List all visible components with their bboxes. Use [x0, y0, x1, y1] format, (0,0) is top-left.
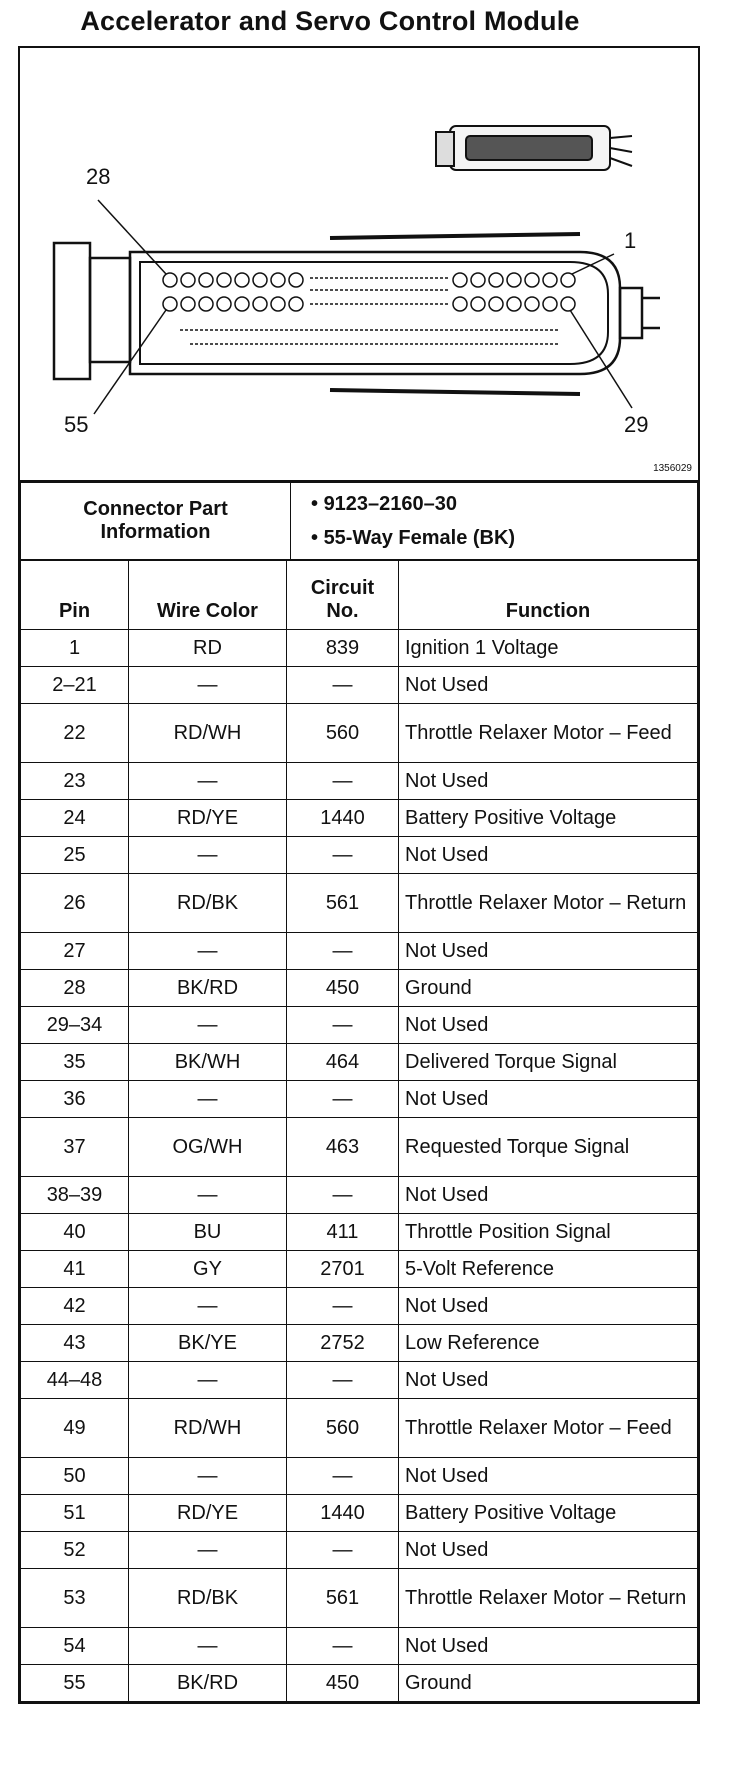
circuit-cell: 560	[287, 1399, 399, 1458]
table-row	[21, 933, 698, 970]
table-row	[21, 1569, 698, 1628]
header-pin: Pin	[21, 561, 129, 630]
circuit-cell: 1440	[287, 800, 399, 837]
circuit-cell: 450	[287, 970, 399, 1007]
table-row	[21, 1399, 698, 1458]
circuit-cell: 463	[287, 1118, 399, 1177]
function-cell: Not Used	[399, 1458, 698, 1495]
pin-cell: 37	[21, 1118, 129, 1177]
pin-cell: 24	[21, 800, 129, 837]
table-row	[21, 1007, 698, 1044]
table-row	[21, 1495, 698, 1532]
function-cell: Delivered Torque Signal	[399, 1044, 698, 1081]
pin-label-1: 1	[624, 228, 637, 253]
function-cell: Ground	[399, 1665, 698, 1702]
table-row	[21, 1214, 698, 1251]
function-cell: Low Reference	[399, 1325, 698, 1362]
header-function: Function	[399, 561, 698, 630]
circuit-cell: 839	[287, 630, 399, 667]
pin-cell: 52	[21, 1532, 129, 1569]
connector-info-label: Connector Part Information	[21, 483, 291, 560]
table-row	[21, 1118, 698, 1177]
function-cell: Not Used	[399, 763, 698, 800]
wire-color-cell: —	[129, 1288, 287, 1325]
function-cell: Not Used	[399, 933, 698, 970]
connector-info-values	[291, 483, 698, 560]
circuit-cell: —	[287, 1007, 399, 1044]
wire-color-cell: BK/YE	[129, 1325, 287, 1362]
wire-color-cell: —	[129, 1177, 287, 1214]
wire-color-cell: RD/BK	[129, 1569, 287, 1628]
wire-color-cell: —	[129, 837, 287, 874]
circuit-cell: —	[287, 1288, 399, 1325]
figure-id: 1356029	[653, 463, 692, 474]
connector-illustration	[20, 48, 698, 480]
function-cell: Ground	[399, 970, 698, 1007]
wire-color-cell: —	[129, 1628, 287, 1665]
pin-cell: 2–21	[21, 667, 129, 704]
function-cell: Throttle Position Signal	[399, 1214, 698, 1251]
function-cell: 5-Volt Reference	[399, 1251, 698, 1288]
circuit-cell: 450	[287, 1665, 399, 1702]
table-row	[21, 1081, 698, 1118]
pinout-header-row	[21, 561, 698, 630]
pin-row-middle	[163, 297, 575, 311]
pin-cell: 55	[21, 1665, 129, 1702]
function-cell: Throttle Relaxer Motor – Return	[399, 874, 698, 933]
wire-color-cell: BK/RD	[129, 970, 287, 1007]
pin-cell: 44–48	[21, 1362, 129, 1399]
circuit-cell: 560	[287, 704, 399, 763]
page-title: Accelerator and Servo Control Module	[80, 6, 580, 36]
circuit-cell: —	[287, 667, 399, 704]
header-wire-color: Wire Color	[129, 561, 287, 630]
function-cell: Not Used	[399, 667, 698, 704]
function-cell: Throttle Relaxer Motor – Feed	[399, 704, 698, 763]
wire-color-cell: —	[129, 763, 287, 800]
wire-color-cell: —	[129, 1007, 287, 1044]
table-row	[21, 970, 698, 1007]
pin-cell: 51	[21, 1495, 129, 1532]
wire-color-cell: —	[129, 1081, 287, 1118]
pin-cell: 43	[21, 1325, 129, 1362]
wire-color-cell: RD/YE	[129, 800, 287, 837]
table-row	[21, 1325, 698, 1362]
pin-cell: 27	[21, 933, 129, 970]
wire-color-cell: —	[129, 667, 287, 704]
pin-cell: 25	[21, 837, 129, 874]
table-row	[21, 667, 698, 704]
function-cell: Not Used	[399, 1362, 698, 1399]
pin-slots	[180, 278, 560, 344]
pin-cell: 41	[21, 1251, 129, 1288]
function-cell: Throttle Relaxer Motor – Return	[399, 1569, 698, 1628]
connector-info-row	[21, 483, 698, 560]
circuit-cell: —	[287, 1628, 399, 1665]
pin-cell: 50	[21, 1458, 129, 1495]
circuit-cell: —	[287, 837, 399, 874]
connector-frame	[18, 46, 700, 1704]
circuit-cell: —	[287, 1081, 399, 1118]
pinout-table	[20, 560, 698, 1702]
function-cell: Ignition 1 Voltage	[399, 630, 698, 667]
function-cell: Not Used	[399, 1177, 698, 1214]
function-cell: Not Used	[399, 1628, 698, 1665]
wire-color-cell: GY	[129, 1251, 287, 1288]
table-row	[21, 630, 698, 667]
function-cell: Battery Positive Voltage	[399, 1495, 698, 1532]
pinout-rows	[21, 630, 698, 1702]
pin-cell: 1	[21, 630, 129, 667]
connector-part-number: • 9123–2160–30	[311, 487, 691, 521]
pin-cell: 26	[21, 874, 129, 933]
pin-cell: 49	[21, 1399, 129, 1458]
circuit-cell: —	[287, 1177, 399, 1214]
table-row	[21, 1044, 698, 1081]
table-row	[21, 800, 698, 837]
wire-color-cell: RD	[129, 630, 287, 667]
wire-color-cell: RD/WH	[129, 1399, 287, 1458]
table-row	[21, 1362, 698, 1399]
function-cell: Not Used	[399, 1081, 698, 1118]
function-cell: Throttle Relaxer Motor – Feed	[399, 1399, 698, 1458]
function-cell: Not Used	[399, 837, 698, 874]
wire-color-cell: RD/BK	[129, 874, 287, 933]
circuit-cell: —	[287, 1532, 399, 1569]
table-row	[21, 1177, 698, 1214]
wire-color-cell: BK/RD	[129, 1665, 287, 1702]
wire-color-cell: OG/WH	[129, 1118, 287, 1177]
table-row	[21, 874, 698, 933]
table-row	[21, 1288, 698, 1325]
header-circuit: Circuit No.	[287, 561, 399, 630]
circuit-cell: 2701	[287, 1251, 399, 1288]
function-cell: Requested Torque Signal	[399, 1118, 698, 1177]
circuit-cell: 411	[287, 1214, 399, 1251]
table-row	[21, 763, 698, 800]
function-cell: Battery Positive Voltage	[399, 800, 698, 837]
pin-cell: 29–34	[21, 1007, 129, 1044]
pin-cell: 23	[21, 763, 129, 800]
connector-description: • 55-Way Female (BK)	[311, 521, 691, 555]
pin-cell: 36	[21, 1081, 129, 1118]
pin-cell: 42	[21, 1288, 129, 1325]
wire-color-cell: RD/WH	[129, 704, 287, 763]
connector-thumbnail	[436, 126, 632, 170]
circuit-cell: 561	[287, 1569, 399, 1628]
function-cell: Not Used	[399, 1532, 698, 1569]
pin-cell: 54	[21, 1628, 129, 1665]
pin-cell: 22	[21, 704, 129, 763]
wire-color-cell: RD/YE	[129, 1495, 287, 1532]
table-row	[21, 704, 698, 763]
function-cell: Not Used	[399, 1007, 698, 1044]
pin-cell: 35	[21, 1044, 129, 1081]
circuit-cell: —	[287, 763, 399, 800]
function-cell: Not Used	[399, 1288, 698, 1325]
pin-cell: 38–39	[21, 1177, 129, 1214]
connector-diagram	[20, 48, 698, 482]
table-row	[21, 1458, 698, 1495]
pin-cell: 28	[21, 970, 129, 1007]
circuit-cell: —	[287, 1458, 399, 1495]
pin-label-29: 29	[624, 412, 649, 437]
circuit-cell: 464	[287, 1044, 399, 1081]
connector-info-table	[20, 482, 698, 560]
wire-color-cell: BU	[129, 1214, 287, 1251]
pin-label-55: 55	[64, 412, 89, 437]
connector-body	[54, 234, 660, 394]
circuit-cell: —	[287, 1362, 399, 1399]
table-row	[21, 1251, 698, 1288]
circuit-cell: 2752	[287, 1325, 399, 1362]
circuit-cell: —	[287, 933, 399, 970]
wire-color-cell: —	[129, 1532, 287, 1569]
wire-color-cell: BK/WH	[129, 1044, 287, 1081]
circuit-cell: 1440	[287, 1495, 399, 1532]
table-row	[21, 1628, 698, 1665]
pin-row-top	[163, 273, 575, 287]
pin-cell: 40	[21, 1214, 129, 1251]
pin-label-28: 28	[86, 164, 111, 189]
table-row	[21, 1532, 698, 1569]
wire-color-cell: —	[129, 1458, 287, 1495]
table-row	[21, 837, 698, 874]
wire-color-cell: —	[129, 933, 287, 970]
pin-cell: 53	[21, 1569, 129, 1628]
table-row	[21, 1665, 698, 1702]
circuit-cell: 561	[287, 874, 399, 933]
wire-color-cell: —	[129, 1362, 287, 1399]
